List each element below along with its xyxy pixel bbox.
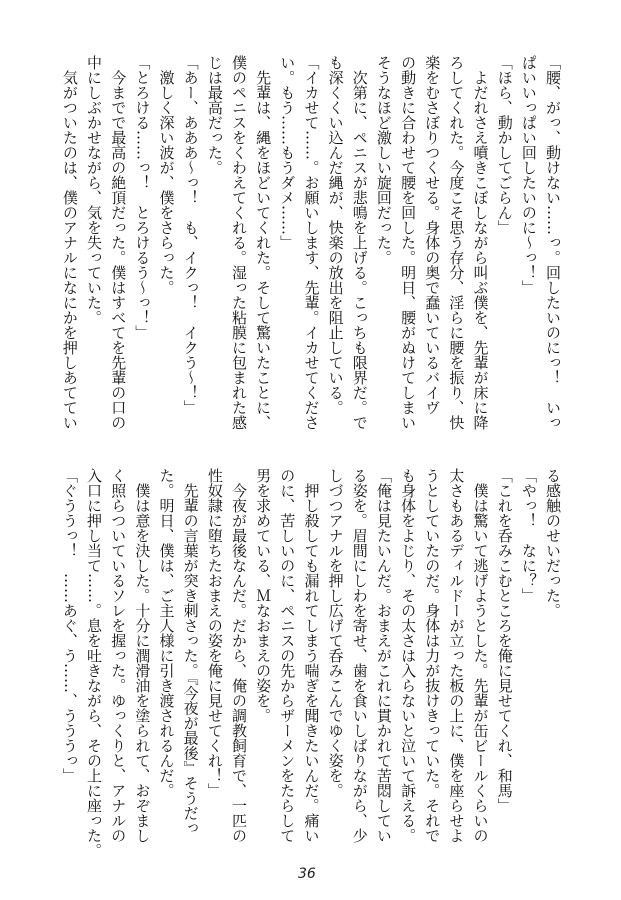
text-line: じは最高だった。 [205,55,224,175]
upper-text-block [58,55,565,433]
text-line: の動きに合わせて腰を回した。明日、腰がぬけてしまい [399,55,418,430]
text-line: 「とろける……っ！ とろけるう〜っ！」 [133,55,152,340]
text-line: 僕は驚いて逃げようとした。先輩が缶ビールくらいの [471,468,490,843]
text-line: よだれさえ噴きこぼしながら叫ぶ僕を、先輩が床に降 [471,55,490,430]
text-line: 気がついたのは、僕のアナルになにかを押しあててい [60,55,79,430]
text-line: 「これを呑みこむところを俺に見せてくれ、和馬」 [495,468,514,813]
text-line: 入口に押し当て……。息を吐きながら、その上に座った。 [85,468,104,858]
text-line: 次第に、ペニスが悲鳴を上げる。こっちも限界だ。で [350,55,369,430]
text-line: 「あー、あああ〜っ！ も、イクっ！ イクう〜！」 [181,55,200,415]
text-line: た。明日、僕は、ご主人様に引き渡されるんだ。 [157,468,176,798]
text-line: そうなほど激しい旋回だった。 [374,55,393,265]
text-line: 「ほら、動かしてごらん」 [495,55,514,235]
text-line: 僕のペニスをくわえてくれる。湿った粘膜に包まれた感 [229,55,248,430]
text-line: 今夜が最後なんだ。だから、俺の調教飼育で、一匹の [229,468,248,843]
text-line: く照らついているソレを握った。ゆっくりと、アナルの [109,468,128,843]
text-line: 「イカせて……。お願いします、先輩。イカせてくださ [302,55,321,430]
text-line: 「ぐううっ！ ……あぐ、う……、うううっ」 [60,468,79,783]
text-line: ろしてくれた。今度こそ思う存分、淫らに腰を振り、快 [447,55,466,430]
page-number: 36 [298,866,316,882]
text-line: る姿を。眉間にしわを寄せ、歯を食いしばりながら、少 [350,468,369,843]
text-line: しづつアナルを押し広げて呑みこんでゆく姿を。 [326,468,345,798]
text-line: 太さもあるディルドーが立った板の上に、僕を座らせよ [447,468,466,843]
text-line: 中にしぶかせながら、気を失っていた。 [85,55,104,325]
text-line: も身体をよじり、その太さは入らないと泣いて訴える。 [399,468,418,843]
text-line: 「俺は見たいんだ。おまえがこれに貫かれて苦悶してい [374,468,393,843]
text-line: 「腰、がっ、動けない……っ。回したいのにっ！ いっ [544,55,562,430]
text-line: のに、苦しいのに、ペニスの先からザーメンをたらして [278,468,297,843]
text-line: 先輩の言葉が突き刺さった。『今夜が最後』そうだっ [181,468,200,836]
text-line: も深くくい込んだ縄が、快楽の放出を阻止している。 [326,55,345,415]
text-line: 激しく深い波が、僕をさらった。 [157,55,176,295]
lower-text-block [58,468,565,858]
text-line: 押し殺しても漏れてしまう喘ぎを聞きたいんだ。痛い [302,468,321,843]
text-line: 今までで最高の絶頂だった。僕はすべてを先輩の口の [109,55,128,430]
text-line: 男を求めている、Ｍなおまえの姿を。 [254,468,273,723]
text-line: 僕は意を決した。十分に潤滑油を塗られて、おぞまし [133,468,152,843]
text-line: い。もう……もうダメ……」 [278,55,297,250]
text-line: 性奴隷に堕ちたおまえの姿を俺に見せてくれ！」 [205,468,224,798]
text-line: ぱいいっぱい回したいのに〜っ！」 [519,55,538,295]
text-line: うとしていたのだ。身体は力が抜けきっていた。それで [423,468,442,843]
text-line: 楽をむさぼりつくせる。身体の奥で蠢いているバイヴ [423,55,442,415]
text-line: 先輩は、縄をほどいてくれた。そして驚いたことに、 [254,55,273,430]
text-line: る感触のせいだった。 [544,468,562,618]
text-line: 「やっ！ なに？」 [519,468,538,603]
